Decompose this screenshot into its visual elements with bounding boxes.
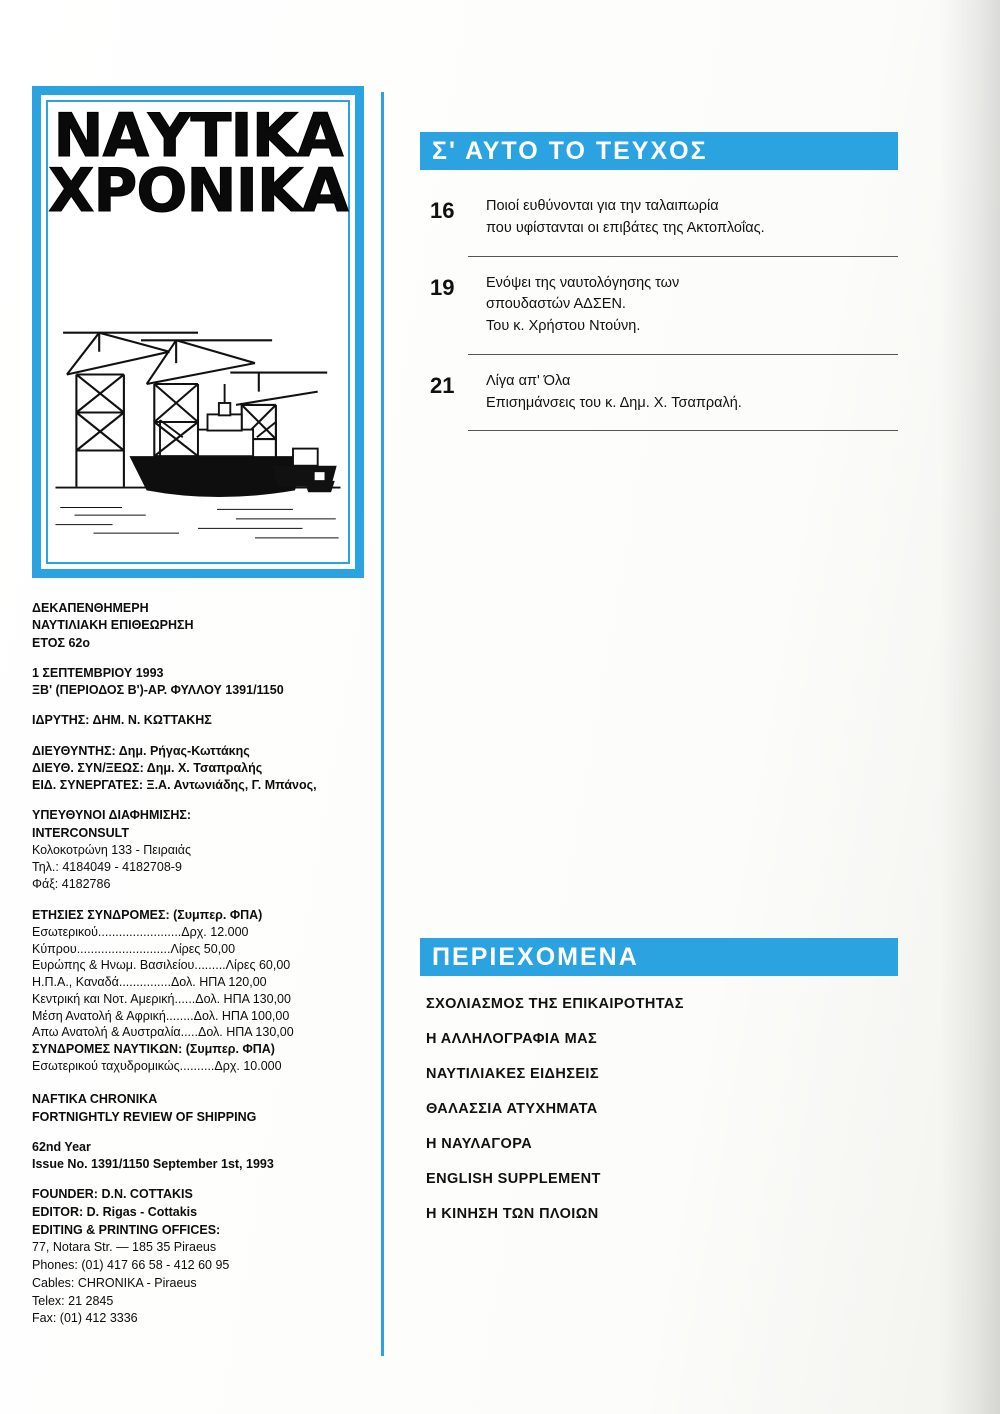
- toc-entry[interactable]: [430, 196, 898, 240]
- advertising-fax: Φάξ: 4182786: [32, 877, 111, 892]
- cover-illustration: [53, 270, 343, 555]
- contents-section: [420, 938, 898, 1241]
- issue-number: ΞΒ' (ΠΕΡΙΟΔΟΣ Β')-ΑΡ. ΦΥΛΛΟΥ 1391/1150: [32, 683, 284, 697]
- toc-line: Λίγα απ' Όλα: [486, 372, 571, 389]
- toc-line: σπουδαστών ΑΔΣΕΝ.: [486, 296, 626, 313]
- english-phones: Phones: (01) 417 66 58 - 412 60 95: [32, 1258, 230, 1272]
- periodicity-line-3: ΕΤΟΣ 62ο: [32, 635, 90, 650]
- periodicity-block: [32, 600, 372, 652]
- masthead-line-1: ΝΑΥΤΙΚΑ: [53, 101, 343, 171]
- toc-separator: [468, 430, 898, 431]
- english-issue: Issue No. 1391/1150 September 1st, 1993: [32, 1157, 274, 1172]
- subscription-dots: .....: [180, 1025, 198, 1040]
- subscription-row: [32, 941, 372, 958]
- subscription-label: Εσωτερικού: [32, 924, 98, 939]
- founder-line: ΙΔΡΥΤΗΣ: ΔΗΜ. Ν. ΚΩΤΤΑΚΗΣ: [32, 713, 212, 728]
- subscription-price: Λίρες 50,00: [170, 941, 236, 956]
- periodicity-line-1: ΔΕΚΑΠΕΝΘΗΜΕΡΗ: [32, 601, 149, 615]
- subscription-row: [32, 1008, 372, 1025]
- masthead-title: [41, 101, 355, 227]
- toc-page-number: 19: [430, 274, 455, 300]
- subscription-row: [32, 991, 372, 1008]
- in-this-issue-section: [420, 132, 898, 447]
- in-this-issue-title: Σ' ΑΥΤΟ ΤΟ ΤΕΥΧΟΣ: [432, 136, 708, 165]
- left-column: [32, 86, 372, 1328]
- contents-item[interactable]: Η ΚΙΝΗΣΗ ΤΩΝ ΠΛΟΙΩΝ: [426, 1206, 599, 1222]
- subscription-price: Δρχ. 12.000: [181, 924, 249, 939]
- subscription-dots: ...............: [118, 975, 171, 989]
- english-founder: FOUNDER: D.N. COTTAKIS: [32, 1187, 193, 1201]
- staff-contributors: ΕΙΔ. ΣΥΝΕΡΓΑΤΕΣ: Ξ.Α. Αντωνιάδης, Γ. Μπάνος,: [32, 778, 317, 792]
- toc-separator: [468, 256, 898, 257]
- advertising-phone: Τηλ.: 4184049 - 4182708-9: [32, 860, 182, 874]
- contents-item[interactable]: Η ΝΑΥΛΑΓΟΡΑ: [426, 1136, 533, 1152]
- staff-co-director: ΔΙΕΥΘ. ΣΥΝ/ΞΕΩΣ: Δημ. Χ. Τσαπραλής: [32, 760, 263, 775]
- toc-entry-text: [486, 196, 898, 240]
- english-offices-label: EDITING & PRINTING OFFICES:: [32, 1222, 221, 1237]
- subscription-dots: ...........................: [76, 941, 171, 956]
- contents-item[interactable]: ΘΑΛΑΣΣΙΑ ΑΤΥΧΗΜΑΤΑ: [426, 1101, 598, 1117]
- subscription-row: [32, 974, 372, 991]
- magazine-cover: [32, 86, 364, 578]
- toc-entry[interactable]: [430, 273, 898, 338]
- english-address: 77, Notara Str. — 185 35 Piraeus: [32, 1240, 217, 1255]
- english-imprint-block: [32, 1091, 372, 1328]
- staff-director: ΔΙΕΥΘΥΝΤΗΣ: Δημ. Ρήγας-Κωττάκης: [32, 743, 250, 758]
- periodicity-line-2: ΝΑΥΤΙΛΙΑΚΗ ΕΠΙΘΕΩΡΗΣΗ: [32, 618, 194, 633]
- contents-list: [420, 996, 898, 1222]
- in-this-issue-header: [420, 132, 898, 170]
- sailors-subscriptions-title: ΣΥΝΔΡΟΜΕΣ ΝΑΥΤΙΚΩΝ: (Συμπερ. ΦΠΑ): [32, 1042, 275, 1056]
- advertising-title: ΥΠΕΥΘΥΝΟΙ ΔΙΑΦΗΜΙΣΗΣ:: [32, 808, 192, 823]
- toc-entry[interactable]: [430, 371, 898, 415]
- contents-item[interactable]: Η ΑΛΛΗΛΟΓΡΑΦΙΑ ΜΑΣ: [426, 1031, 598, 1047]
- advertising-company: INTERCONSULT: [32, 825, 129, 840]
- toc-entry-text: [486, 371, 898, 415]
- toc-separator: [468, 354, 898, 355]
- subscription-label: Ευρώπης & Ηνωμ. Βασιλείου: [32, 958, 195, 973]
- english-fax: Fax: (01) 412 3336: [32, 1311, 138, 1326]
- contents-item[interactable]: ΝΑΥΤΙΛΙΑΚΕΣ ΕΙΔΗΣΕΙΣ: [426, 1066, 599, 1082]
- toc-line: Του κ. Χρήστου Ντούνη.: [486, 318, 641, 334]
- page-edge-shadow: [940, 0, 1000, 1414]
- subscription-row: [32, 924, 372, 941]
- contents-item[interactable]: ΣΧΟΛΙΑΣΜΟΣ ΤΗΣ ΕΠΙΚΑΙΡΟΤΗΤΑΣ: [426, 996, 684, 1012]
- toc-line: Ενόψει της ναυτολόγησης των: [486, 274, 680, 291]
- english-name: NAFTIKA CHRONIKA: [32, 1092, 158, 1106]
- toc-line: που υφίστανται οι επιβάτες της Ακτοπλοΐας.: [486, 219, 765, 236]
- subscription-label: Απω Ανατολή & Αυστραλία: [32, 1025, 181, 1040]
- subscription-dots: ........: [165, 1008, 194, 1023]
- toc-page-number: 21: [430, 372, 455, 398]
- staff-block: [32, 743, 372, 795]
- column-divider: [381, 92, 384, 1356]
- subscription-price: Δολ. ΗΠΑ 120,00: [170, 975, 267, 989]
- imprint-block: [32, 600, 372, 1328]
- issue-block: [32, 665, 372, 700]
- advertising-address: Κολοκοτρώνη 133 - Πειραιάς: [32, 842, 191, 857]
- subscription-label: Κεντρική και Νοτ. Αμερική: [32, 991, 175, 1006]
- subscription-price: Λίρες 60,00: [225, 958, 291, 973]
- subscription-label: Η.Π.Α., Καναδά: [32, 975, 119, 989]
- subscription-price: Δολ. ΗΠΑ 100,00: [193, 1008, 290, 1023]
- subscription-dots: ......: [174, 991, 196, 1006]
- contents-item[interactable]: ENGLISH SUPPLEMENT: [426, 1171, 601, 1187]
- subscription-row: [32, 1024, 372, 1041]
- english-year: 62nd Year: [32, 1139, 91, 1154]
- english-cables: Cables: CHRONIKA - Piraeus: [32, 1275, 197, 1290]
- subscription-price: Δολ. ΗΠΑ 130,00: [195, 991, 291, 1006]
- subscription-row: [32, 957, 372, 974]
- contents-title: ΠΕΡΙΕΧΟΜΕΝΑ: [432, 942, 639, 971]
- subscription-price: Δολ. ΗΠΑ 130,00: [197, 1025, 294, 1040]
- contents-header: [420, 938, 898, 976]
- subscription-dots: ........................: [97, 924, 182, 939]
- english-telex: Telex: 21 2845: [32, 1293, 114, 1308]
- advertising-block: [32, 807, 372, 893]
- subscriptions-block: [32, 907, 372, 1076]
- in-this-issue-list: [420, 196, 898, 431]
- toc-entry-text: [486, 273, 898, 338]
- masthead-line-2: ΧΡΟΝΙΚΑ: [48, 156, 348, 227]
- subscription-dots: .........: [194, 958, 226, 973]
- sailor-subscription-label: Εσωτερικού ταχυδρομικώς: [32, 1059, 180, 1074]
- english-editor: EDITOR: D. Rigas - Cottakis: [32, 1204, 198, 1219]
- subscription-label: Κύπρου: [32, 941, 77, 956]
- subscription-label: Μέση Ανατολή & Αφρική: [32, 1008, 166, 1023]
- toc-line: Επισημάνσεις του κ. Δημ. Χ. Τσαπραλή.: [486, 394, 742, 411]
- english-subtitle: FORTNIGHTLY REVIEW OF SHIPPING: [32, 1109, 257, 1124]
- ship-and-crane-illustration: [53, 270, 343, 555]
- sailor-subscription-dots: ..........: [179, 1059, 215, 1074]
- sailor-subscription-row: [32, 1058, 372, 1075]
- subscriptions-title: ΕΤΗΣΙΕΣ ΣΥΝΔΡΟΜΕΣ: (Συμπερ. ΦΠΑ): [32, 907, 263, 922]
- sailor-subscription-price: Δρχ. 10.000: [214, 1059, 282, 1074]
- toc-line: Ποιοί ευθύνονται για την ταλαιπωρία: [486, 198, 719, 214]
- toc-page-number: 16: [430, 198, 455, 223]
- issue-date: 1 ΣΕΠΤΕΜΒΡΙΟΥ 1993: [32, 665, 164, 680]
